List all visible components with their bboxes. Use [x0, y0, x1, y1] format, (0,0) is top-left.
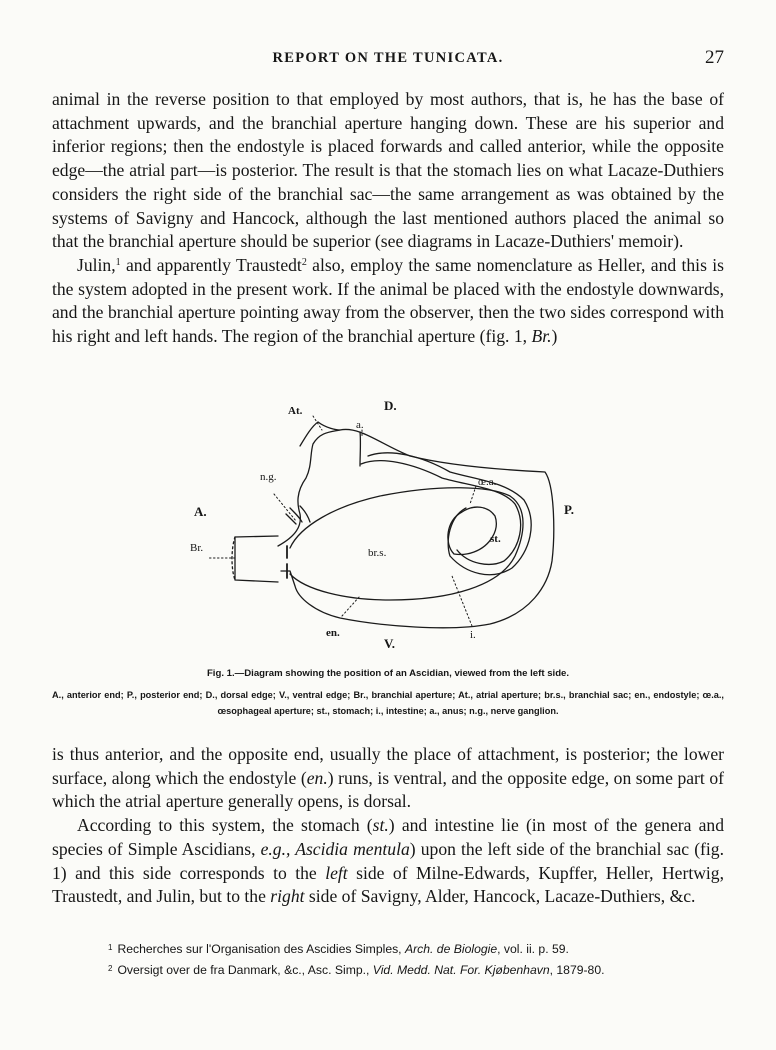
atrial-siphon [300, 422, 340, 446]
label-dorsal: D. [384, 398, 397, 413]
label-branchial-sac: br.s. [368, 547, 387, 559]
label-ventral: V. [384, 636, 395, 651]
label-posterior: P. [564, 502, 574, 517]
footnote-2: $^2$ Oversigt over de fra Danmark, &c., Asc. Simp., Vid. Medd. Nat. For. Kjøbenhavn, 1879-80. [108, 963, 605, 977]
figure-ascidian-diagram [150, 386, 630, 658]
body-text-upper [52, 88, 724, 349]
ascidian-diagram [150, 386, 630, 658]
label-anterior: A. [194, 504, 207, 519]
label-branchial-aperture: Br. [190, 542, 204, 554]
footnotes [108, 938, 728, 980]
label-oesophageal-aperture: œ.a. [478, 476, 497, 488]
label-nerve-ganglion: n.g. [260, 471, 277, 483]
body-text-lower [52, 743, 724, 909]
branchial-sac-outline [290, 488, 523, 600]
figure-caption-legend: A., anterior end; P., posterior end; D., dorsal edge; V., ventral edge; Br., branchial aperture; At., atrial aperture; br.s., branchial sac; en., endostyle; œ.a., œsophageal aperture; st., stomach; i., intestine; a., anus; n.g., nerve ganglion. [52, 690, 724, 716]
label-anus: a. [356, 419, 364, 431]
figure-caption-title: Fig. 1.—Diagram showing the position of an Ascidian, viewed from the left side. [206, 668, 570, 679]
page-number: 27 [705, 47, 724, 68]
paragraph-3: is thus anterior, and the opposite end, usually the place of attachment, is posterior; the lower surface, along which the endostyle (en.) runs, is ventral, and the opposite edge, on some part of which the atrial aperture generally opens, is dorsal. [52, 744, 724, 812]
label-atrial-aperture: At. [288, 405, 303, 417]
footnote-1: $^1$ Recherches sur l'Organisation des Ascidies Simples, Arch. de Biologie, vol. ii. p. 59. [108, 942, 569, 956]
stomach-outline [448, 507, 496, 555]
body-outline [278, 429, 554, 627]
page-header [52, 47, 724, 72]
label-endostyle: en. [326, 627, 340, 639]
branchial-siphon [235, 536, 278, 582]
paragraph-2: Julin,$^1$ and apparently Traustedt$^2$ also, employ the same nomenclature as Heller, and this is the system adopted in the present work. If the animal be placed with the endostyle downwards, and the branchial aperture pointing away from the observer, then the two sides correspond with his right and left hands. The region of the branchial aperture (fig. 1, Br.) [52, 254, 724, 347]
running-title: REPORT ON THE TUNICATA. [272, 50, 504, 66]
paragraph-1: animal in the reverse position to that employed by most authors, that is, he has the base of attachment upwards, and the branchial aperture hanging down. These are his superior and inferior regions; then the endostyle is placed forwards and called anterior, while the opposite edge—the atrial part—is posterior. The result is that the stomach lies on what Lacaze-Duthiers considers the right side of the branchial sac—the same arrangement as was obtained by the systems of Savigny and Hancock, although the last mentioned authors placed the animal so that the branchial aperture should be superior (see diagrams in Lacaze-Duthiers' memoir). [52, 89, 724, 252]
nerve-ganglion [286, 506, 310, 524]
footnote-ref-2: 2 [301, 256, 307, 268]
label-intestine: i. [470, 629, 476, 641]
label-stomach: st. [490, 533, 501, 545]
paragraph-4: According to this system, the stomach (st.) and intestine lie (in most of the genera and species of Simple Ascidians, e.g., Ascidia mentula) upon the left side of the branchial sac (fig. 1) and this side corresponds to the left side of Milne-Edwards, Kupffer, Heller, Hertwig, Traustedt, and Julin, but to the right side of Savigny, Alder, Hancock, Lacaze-Duthiers, &c. [52, 815, 724, 907]
footnote-ref-1: 1 [115, 256, 121, 268]
